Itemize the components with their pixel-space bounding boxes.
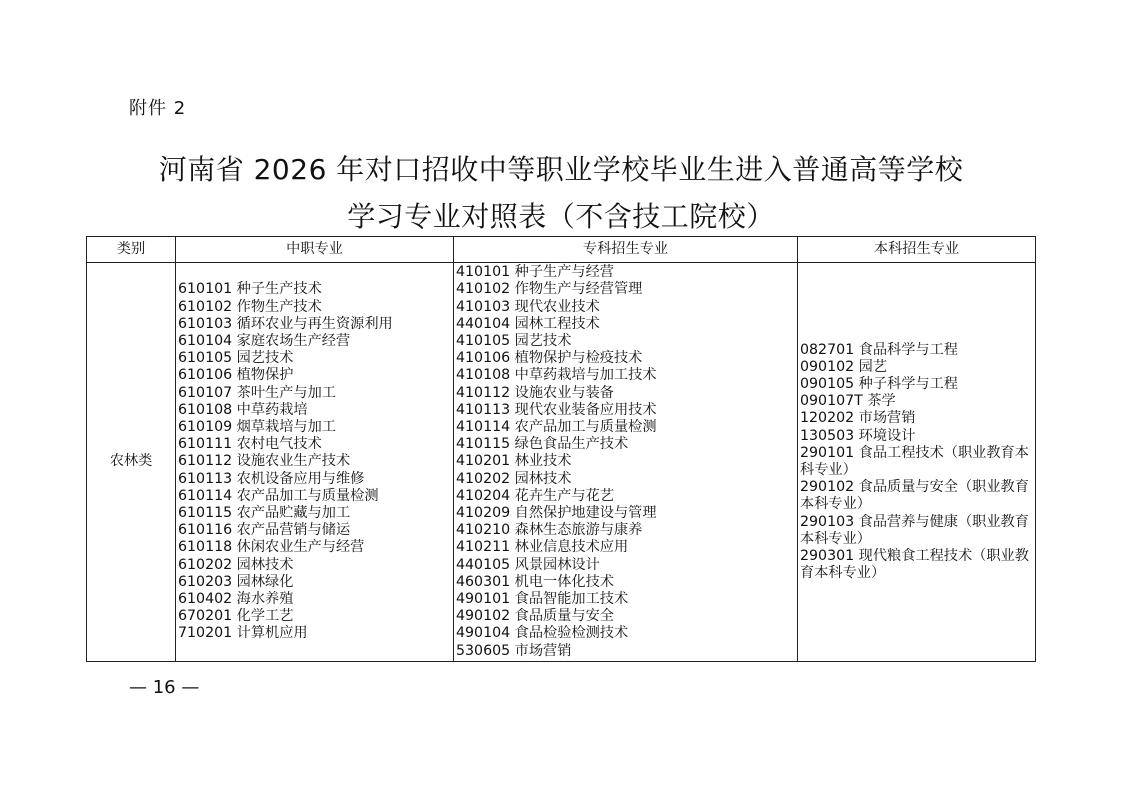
list-item: 610402 海水养殖 (178, 591, 294, 608)
table-header-row (87, 237, 1036, 263)
list-item: 410106 植物保护与检疫技术 (456, 350, 643, 367)
category-cell: 农林类 (87, 263, 176, 662)
list-item: 440104 园林工程技术 (456, 315, 600, 332)
list-item: 410112 设施农业与装备 (456, 384, 614, 401)
list-item: 290103 食品营养与健康（职业教育本科专业） (800, 513, 1029, 547)
list-item: 610108 中草药栽培 (178, 401, 308, 418)
attachment-label: 附件 2 (129, 98, 187, 119)
list-item: 530605 市场营销 (456, 642, 572, 659)
list-item: 410204 花卉生产与花艺 (456, 487, 614, 504)
header-benke: 本科招生专业 (798, 237, 1036, 263)
list-item: 290101 食品工程技术（职业教育本科专业） (800, 444, 1029, 478)
list-item: 610101 种子生产技术 (178, 281, 322, 298)
document-title-line1: 河南省 2026 年对口招收中等职业学校毕业生进入普通高等学校 (158, 153, 964, 186)
list-item: 410115 绿色食品生产技术 (456, 436, 629, 453)
zhuanke-cell (454, 263, 798, 662)
list-item: 610112 设施农业生产技术 (178, 453, 351, 470)
list-item: 610202 园林技术 (178, 556, 294, 573)
list-item: 290301 现代粮食工程技术（职业教育本科专业） (800, 548, 1029, 582)
list-item: 440105 风景园林设计 (456, 556, 600, 573)
list-item: 290102 食品质量与安全（职业教育本科专业） (800, 479, 1029, 513)
header-category: 类别 (87, 237, 176, 263)
list-item: 710201 计算机应用 (178, 625, 308, 642)
benke-cell (798, 263, 1036, 662)
page-number: — 16 — (129, 677, 200, 698)
list-item: 490102 食品质量与安全 (456, 608, 614, 625)
list-item: 130503 环境设计 (800, 427, 916, 444)
list-item: 410209 自然保护地建设与管理 (456, 505, 657, 521)
list-item: 610111 农村电气技术 (178, 436, 322, 453)
list-item: 410102 作物生产与经营管理 (456, 281, 643, 298)
list-item: 410202 园林技术 (456, 470, 572, 487)
list-item: 610105 园艺技术 (178, 350, 294, 367)
list-item: 610118 休闲农业生产与经营 (178, 539, 365, 556)
list-item: 610103 循环农业与再生资源利用 (178, 315, 393, 332)
list-item: 090107T 茶学 (800, 393, 896, 410)
document-title-line2: 学习专业对照表（不含技工院校） (347, 200, 775, 233)
list-item: 490104 食品检验检测技术 (456, 625, 629, 642)
list-item: 610102 作物生产技术 (178, 298, 322, 315)
list-item: 490101 食品智能加工技术 (456, 591, 629, 608)
list-item: 410114 农产品加工与质量检测 (456, 418, 657, 435)
list-item: 670201 化学工艺 (178, 608, 294, 625)
zhongzhi-cell (176, 263, 454, 662)
list-item: 410210 森林生态旅游与康养 (456, 522, 643, 539)
major-mapping-table (86, 236, 1036, 662)
list-item: 090102 园艺 (800, 358, 888, 375)
list-item: 610113 农机设备应用与维修 (178, 470, 365, 487)
list-item: 610109 烟草栽培与加工 (178, 418, 336, 435)
list-item: 610104 家庭农场生产经营 (178, 332, 351, 349)
list-item: 410103 现代农业技术 (456, 298, 600, 315)
list-item: 610106 植物保护 (178, 367, 294, 384)
table-row (87, 263, 1036, 662)
list-item: 410211 林业信息技术应用 (456, 539, 629, 556)
list-item: 610115 农产品贮藏与加工 (178, 505, 351, 521)
list-item: 410101 种子生产与经营 (456, 264, 614, 281)
list-item: 410113 现代农业装备应用技术 (456, 401, 657, 418)
header-zhongzhi: 中职专业 (176, 237, 454, 263)
header-zhuanke: 专科招生专业 (454, 237, 798, 263)
list-item: 090105 种子科学与工程 (800, 375, 958, 392)
list-item: 610107 茶叶生产与加工 (178, 384, 336, 401)
list-item: 460301 机电一体化技术 (456, 573, 614, 590)
list-item: 410201 林业技术 (456, 453, 572, 470)
list-item: 410105 园艺技术 (456, 332, 572, 349)
list-item: 082701 食品科学与工程 (800, 341, 958, 358)
list-item: 410108 中草药栽培与加工技术 (456, 367, 657, 384)
list-item: 610114 农产品加工与质量检测 (178, 487, 379, 504)
list-item: 610203 园林绿化 (178, 573, 294, 590)
list-item: 610116 农产品营销与储运 (178, 522, 351, 539)
list-item: 120202 市场营销 (800, 410, 916, 427)
